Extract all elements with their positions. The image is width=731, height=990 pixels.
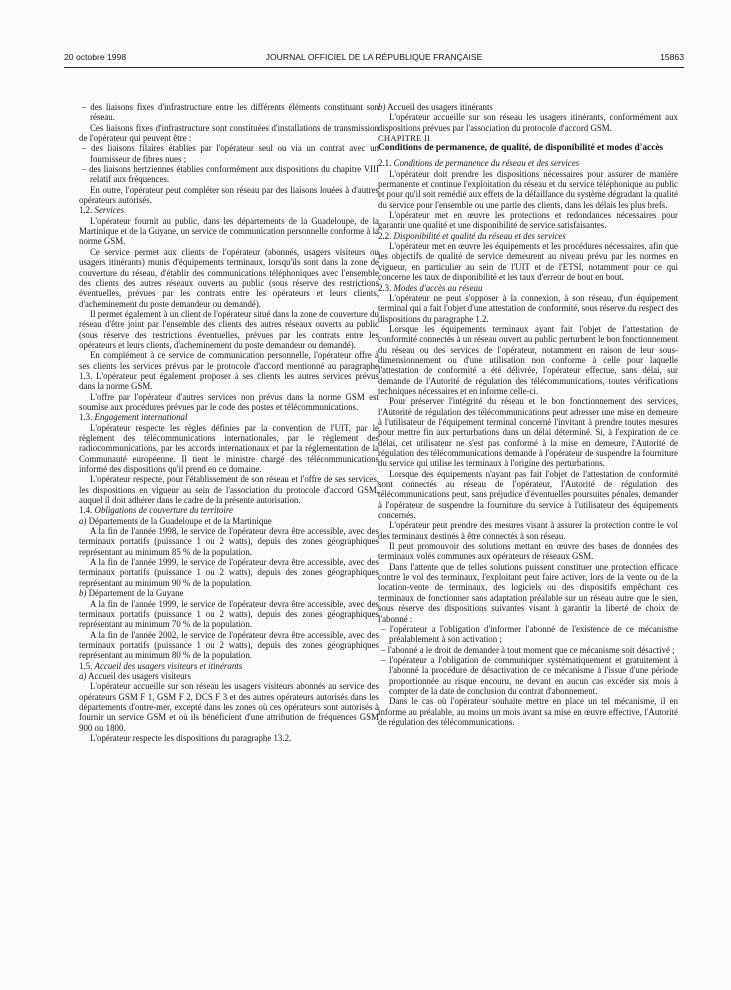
subsection-heading-b [378, 102, 678, 112]
paragraph: Ces liaisons fixes d'infrastructure sont constituées d'installations de transmission de l'opérateur qui peuvent être : [79, 122, 379, 144]
subsection-heading-a [79, 671, 379, 681]
left-column [79, 102, 379, 743]
paragraph: En complément à ce service de communication personnelle, l'opérateur offre à ses clients les services prévus par le protocole d'accord mentionné au paragraphe 1.3. L'opérateur peut également proposer à ses clients les autres services prévus dans la norme GSM. [79, 350, 379, 392]
paragraph: Lorsque les équipements terminaux ayant fait l'objet de l'attestation de conformité connectés à un réseau ouvert au public perturbent le bon fonctionnement du réseau ou des services de l'opérateur, notamment en raison de leur sous-dimensionnement ou d'une utilisation non conforme à celle pour laquelle l'attestation de conformité a été délivrée, l'opérateur effectue, sans délai, sur demande de l'Autorité de régulation des télécommunications, toutes vérifications techniques nécessaires et en informe celle-ci. [378, 323, 678, 396]
paragraph: L'opérateur met en œuvre les protections et redondances nécessaires pour garantir une qualité et une disponibilité de service satisfaisantes. [378, 210, 678, 231]
subsection-heading-a [79, 516, 379, 526]
paragraph: A la fin de l'année 1998, le service de l'opérateur devra être accessible, avec des terminaux portatifs (puissance 1 ou 2 watts), depuis des zones géographiques représentant au minimum 85 % de la population. [79, 526, 379, 557]
section-number: 2.1. [378, 158, 392, 169]
running-header [64, 52, 684, 66]
section-number: 2.2. [378, 230, 392, 241]
section-number: 2.3. [378, 282, 392, 293]
section-heading-1-2 [79, 205, 379, 215]
paragraph: L'opérateur doit prendre les dispositions nécessaires pour assurer de manière permanente et continue l'exploitation du réseau et du service téléphonique au public et pour qu'il soit remédié aux effets de la défaillance du système dégradant la qualité du service pour l'ensemble ou une partie des clients, dans les délais les plus brefs. [378, 168, 678, 210]
paragraph: L'opérateur respecte les règles définies par la convention de l'UIT, par le règlement des télécommunications internationales, par le règlement des radiocommunications, par les accords internationaux et par la réglementation de la Communauté européenne. Il tient le ministre chargé des télécommunications informé des dispositions qu'il prend en ce domaine. [79, 422, 379, 475]
paragraph: L'opérateur peut prendre des mesures visant à assurer la protection contre le vol des terminaux destinés à être connectés à son réseau. [378, 520, 678, 541]
right-column [378, 102, 678, 727]
section-title: Obligations de couverture du territoire [94, 505, 233, 516]
paragraph: L'opérateur met en œuvre les équipements et les procédures nécessaires, afin que les objectifs de qualité de service demeurent au niveau prévu par les normes en vigueur, en particulier au sein de l'UIT et de l'ETSI, notamment pour ce qui concerne les taux de disponibilité et les taux d'erreur de bout en bout. [378, 241, 678, 283]
section-title: Disponibilité et qualité du réseau et des services [393, 230, 566, 241]
section-heading-1-3 [79, 412, 379, 422]
section-title: Accueil des usagers visiteurs et itinérants [94, 660, 243, 671]
section-title: Modes d'accès au réseau [393, 282, 483, 293]
paragraph: En outre, l'opérateur peut compléter son réseau par des liaisons louées à d'autres opérateurs autorisés. [79, 184, 379, 206]
subsection-title: Département de la Guyane [88, 588, 184, 599]
paragraph: L'opérateur respecte, pour l'établissement de son réseau et l'offre de ses services, les dispositions en vigueur au sein de l'association du protocole d'accord GSM, auquel il doit adhérer dans le cadre de la présente autorisation. [79, 474, 379, 506]
subsection-title: Accueil des usagers itinérants [387, 102, 493, 112]
section-number: 1.4. [79, 505, 93, 516]
section-title: Conditions de permanence du réseau et des services [393, 158, 580, 169]
paragraph: L'opérateur accueille sur son réseau les usagers visiteurs abonnés au service des opérateurs GSM F 1, GSM F 2, DCS F 3 et des autres opérateurs autorisés dans les départements d'outre-mer, excepté dans les zones où ces opérateurs sont autorisés à fournir un service GSM et où ils bénéficient d'une attribution de fréquences GSM 900 ou 1800. [79, 681, 379, 733]
paragraph: L'opérateur accueille sur son réseau les usagers itinérants, conformément aux dispositions prévues par l'association du protocole d'accord GSM. [378, 112, 678, 133]
subsection-title: Départements de la Guadeloupe et de la Martinique [88, 515, 272, 526]
section-title: Engagement international [94, 412, 188, 423]
subsection-label: a) [79, 670, 87, 681]
section-heading-1-5 [79, 661, 379, 671]
paragraph: L'opérateur ne peut s'opposer à la connexion, à son réseau, d'un équipement terminal qui a fait l'objet d'une attestation de conformité, sous réserve du respect des dispositions du paragraphe 1.2. [378, 292, 678, 324]
subsection-title: Accueil des usagers visiteurs [88, 670, 191, 681]
paragraph: L'opérateur fournit au public, dans les départements de la Guadeloupe, de la Martinique et de la Guyane, un service de communication personnelle conforme à la norme GSM. [79, 215, 379, 247]
subsection-label: a) [79, 515, 87, 526]
subsection-heading-b [79, 588, 379, 598]
subsection-label: b) [378, 102, 386, 112]
chapter-title: Conditions de permanence, de qualité, de disponibilité et modes d'accès [378, 143, 664, 154]
bullet-item: – l'opérateur a l'obligation de communiquer systématiquement et gratuitement à l'abonné la procédure de désactivation de ce mécanisme à l'issue d'une période proportionnée au risque encouru, ne devant en aucun cas excéder six mois à compter de la date de conclusion du contrat d'abonnement. [381, 654, 678, 696]
bullet-item: – l'opérateur a l'obligation d'informer l'abonné de l'existence de ce mécanisme préalablement à son activation ; [381, 623, 678, 645]
subsection-label: b) [79, 588, 87, 599]
section-heading-1-4 [79, 505, 379, 515]
section-number: 1.2. [79, 205, 93, 216]
paragraph: L'offre par l'opérateur d'autres services non prévus dans la norme GSM est soumise aux procédures prévues par le code des postes et télécommunications. [79, 391, 379, 412]
paragraph: Ce service permet aux clients de l'opérateur (abonnés, usagers visiteurs ou usagers itinérants) munis d'équipements terminaux, lorsqu'ils sont dans la zone de couverture du réseau, d'établir des communications téléphoniques avec l'ensemble des clients des autres réseaux ouverts au public (sous réserve des restrictions éventuelles, prévues par les contrats entre les opérateurs et leurs clients, d'acheminement du poste demandeur ou demandé). [79, 246, 379, 309]
paragraph: Dans l'attente que de telles solutions puissent constituer une protection efficace contre le vol des terminaux, l'exploitant peut faire activer, lors de la vente ou de la location-vente de terminaux, des logiciels ou des dispositifs empêchant ces terminaux de fonctionner sans adaptation préalable sur un réseau autre que le sien, sous réserve des dispositions suivantes visant à garantir la liberté de choix de l'abonné : [378, 561, 678, 624]
paragraph: A la fin de l'année 2002, le service de l'opérateur devra être accessible, avec des terminaux portatifs (puissance 1 ou 2 watts), depuis des zones géographiques représentant au minimum 80 % de la population. [79, 629, 379, 661]
header-date: 20 octobre 1998 [64, 52, 127, 62]
header-journal-title: JOURNAL OFFICIEL DE LA RÉPUBLIQUE FRANÇAISE [265, 52, 483, 62]
paragraph: Pour préserver l'intégrité du réseau et le bon fonctionnement des services, l'Autorité de régulation des télécommunications peut adresser une mise en demeure à l'utilisateur de l'équipement terminal concerné l'invitant à prendre toutes mesures pour mettre fin aux perturbations dans un délai déterminé. Si, à l'expiration de ce délai, cet utilisateur ne s'est pas conformé à la mise en demeure, l'Autorité de régulation des télécommunications demande à l'opérateur de suspendre la fourniture du service qui utilise les terminaux à l'origine des perturbations. [378, 396, 678, 469]
bullet-item: – des liaisons hertziennes établies conformément aux dispositions du chapitre VIII relatif aux fréquences. [82, 164, 379, 185]
chapter-label: CHAPITRE II [378, 133, 431, 144]
bullet-item: – des liaisons fixes d'infrastructure entre les différents éléments constituant son réseau. [82, 102, 379, 123]
section-heading-2-3 [378, 283, 678, 293]
section-heading-2-1 [378, 158, 678, 168]
paragraph: Il permet également à un client de l'opérateur situé dans la zone de couverture du réseau d'être joint par l'ensemble des clients des autres réseaux ouverts au public (sous réserve des restrictions éventuelles, prévues par les contrats entre les opérateurs et leurs clients, d'acheminement du poste demandeur ou demandé). [79, 308, 379, 350]
bullet-item: – l'abonné a le droit de demander à tout moment que ce mécanisme soit désactivé ; [381, 644, 675, 655]
paragraph: Lorsque des équipements n'ayant pas fait l'objet de l'attestation de conformité sont connectés au réseau de l'opérateur, l'Autorité de régulation des télécommunications peut, sans préjudice d'éventuelles poursuites pénales, demander à l'opérateur de suspendre la fourniture du service à l'utilisateur des équipements concernés. [378, 468, 678, 521]
header-page-number: 15863 [660, 52, 684, 62]
section-number: 1.3. [79, 412, 93, 423]
section-heading-2-2 [378, 231, 678, 241]
bullet-item: – des liaisons filaires établies par l'opérateur seul ou via un contrat avec un fournisseur de fibres nues ; [82, 143, 379, 164]
paragraph: Dans le cas où l'opérateur souhaite mettre en place un tel mécanisme, il en informe au préalable, au moins un mois avant sa mise en œuvre effective, l'Autorité de régulation des télécommunications. [378, 696, 678, 727]
paragraph: Il peut promouvoir des solutions mettant en œuvre des bases de données des terminaux volés communes aux opérateurs de réseaux GSM. [378, 541, 678, 562]
section-number: 1.5. [79, 660, 93, 671]
section-title: Services [94, 205, 125, 216]
paragraph: A la fin de l'année 1999, le service de l'opérateur devra être accessible, avec des terminaux portatifs (puissance 1 ou 2 watts), depuis des zones géographiques représentant au minimum 70 % de la population. [79, 598, 379, 630]
header-rule [64, 67, 684, 68]
paragraph: A la fin de l'année 1999, le service de l'opérateur devra être accessible, avec des terminaux portatifs (puissance 1 ou 2 watts), depuis des zones géographiques représentant au minimum 90 % de la population. [79, 557, 379, 588]
paragraph: L'opérateur respecte les dispositions du paragraphe 13.2. [90, 732, 292, 743]
